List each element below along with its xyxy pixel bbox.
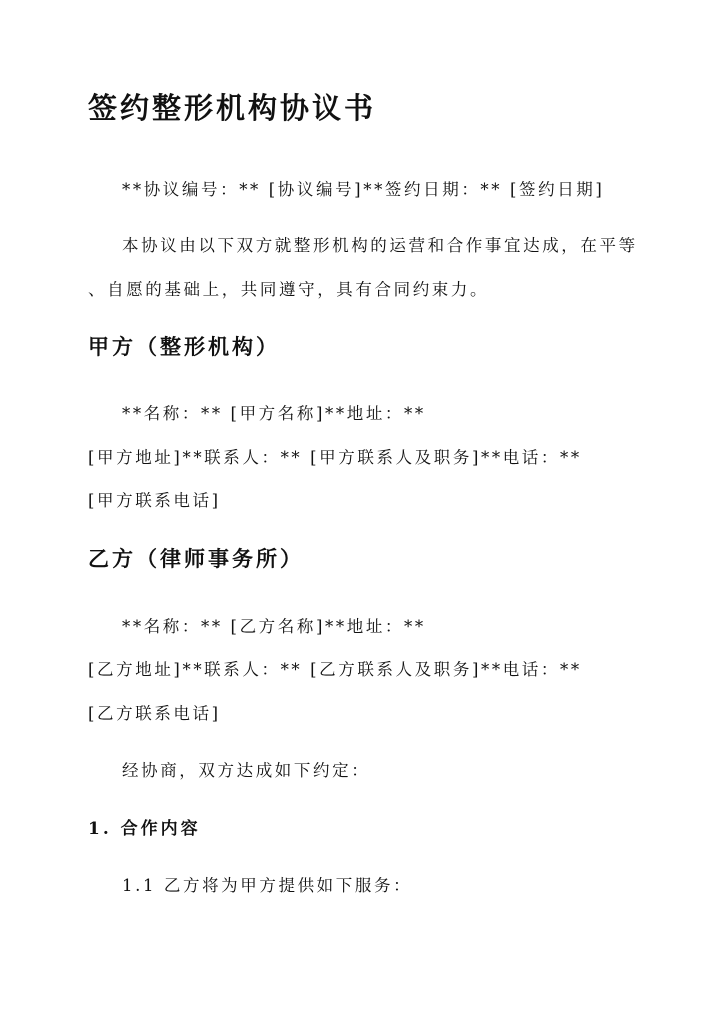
party-a-line-3: [甲方联系电话] xyxy=(88,491,221,510)
party-b-heading: 乙方（律师事务所） xyxy=(88,546,304,571)
section-1-item-1: 1.1 乙方将为甲方提供如下服务： xyxy=(122,876,413,895)
agreement-intro-line: 经协商，双方达成如下约定： xyxy=(122,761,371,780)
party-a-heading: 甲方（整形机构） xyxy=(88,334,280,359)
intro-paragraph-line-2: 、自愿的基础上，共同遵守，具有合同约束力。 xyxy=(88,280,490,299)
party-b-line-1: **名称：** [乙方名称]**地址：** xyxy=(122,617,426,636)
section-1-heading: 1. 合作内容 xyxy=(88,819,201,839)
document-title: 签约整形机构协议书 xyxy=(88,91,377,125)
party-b-line-2: [乙方地址]**联系人：** [乙方联系人及职务]**电话：** xyxy=(88,660,582,679)
party-b-line-3: [乙方联系电话] xyxy=(88,704,221,723)
intro-paragraph-line-1: 本协议由以下双方就整形机构的运营和合作事宜达成，在平等 xyxy=(122,236,638,255)
agreement-meta-line: **协议编号：** [协议编号]**签约日期：** [签约日期] xyxy=(122,180,605,199)
party-a-line-1: **名称：** [甲方名称]**地址：** xyxy=(122,404,426,423)
party-a-line-2: [甲方地址]**联系人：** [甲方联系人及职务]**电话：** xyxy=(88,448,582,467)
